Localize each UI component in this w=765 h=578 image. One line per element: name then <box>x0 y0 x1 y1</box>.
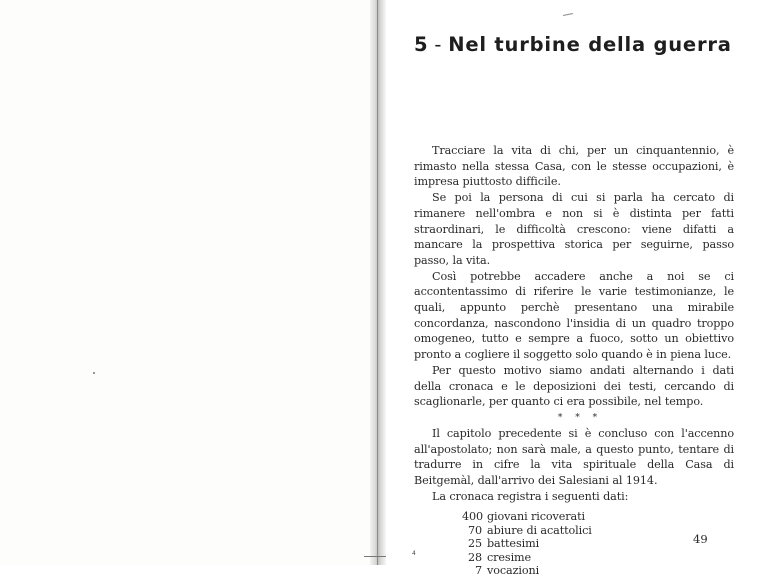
stat-count: 400 <box>462 510 484 524</box>
page-number: 49 <box>693 532 708 546</box>
book-gutter <box>370 0 386 565</box>
stat-label: giovani ricoverati <box>487 510 585 524</box>
paragraph: Tracciare la vita di chi, per un cinquantennio, è rimasto nella stessa Casa, con le stesse occupazioni, è impresa piuttosto difficile. <box>414 144 734 189</box>
chapter-number: 5 <box>414 33 429 56</box>
stat-label: battesimi <box>487 537 540 551</box>
stat-count: 28 <box>467 550 482 564</box>
paragraph: La cronaca registra i seguenti dati: <box>432 489 629 503</box>
list-item <box>462 551 734 564</box>
chapter-title <box>414 33 732 56</box>
stat-label: vocazioni <box>487 564 540 578</box>
list-item <box>462 510 734 523</box>
paragraph: Per questo motivo siamo andati alternando i dati della cronaca e le deposizioni dei testi, cercando di scaglionarle, per quanto ci era possibile, nel tempo. <box>414 363 734 409</box>
left-page <box>0 0 372 565</box>
gutter-fold-line <box>377 0 378 565</box>
stat-label: cresime <box>487 550 532 564</box>
paragraph: Così potrebbe accadere anche a noi se ci accontentassimo di riferire le varie testimonianze, le quali, appunto perchè presentano una mirabile concordanza, nascondono l'insidia di un quadro troppo omogeneo, tutto e sempre a fuoco, sotto un obiettivo pronto a cogliere il soggetto solo quando è in piena luce. <box>414 269 734 362</box>
ink-mark <box>563 13 573 16</box>
stat-count: 7 <box>474 564 482 578</box>
paragraph: Il capitolo precedente si è concluso con l'accenno all'apostolato; non sarà male, a questo punto, tentare di tradurre in cifre la vita spirituale della Casa di Beitgemàl, dall'arrivo dei Salesiani al 1914. <box>414 426 734 488</box>
signature-mark: 4 <box>412 550 416 557</box>
chapter-separator: - <box>434 33 443 56</box>
right-page <box>386 0 765 578</box>
paragraph: Se poi la persona di cui si parla ha cercato di rimanere nell'ombra e non si è distinta per fatti straordinari, le difficoltà crescono: viene difatti a mancare la prospettiva storica per seguirne, passo passo, la vita. <box>414 191 734 267</box>
gutter-foot-line <box>364 556 386 557</box>
list-item <box>462 564 734 577</box>
body-text <box>414 143 734 578</box>
stat-label: abiure di acattolici <box>487 523 592 537</box>
stat-count: 70 <box>467 523 482 537</box>
stat-count: 25 <box>467 537 482 551</box>
section-separator: * * * <box>557 412 603 423</box>
paper-speck <box>93 372 95 374</box>
chapter-title-text: Nel turbine della guerra <box>448 33 732 56</box>
